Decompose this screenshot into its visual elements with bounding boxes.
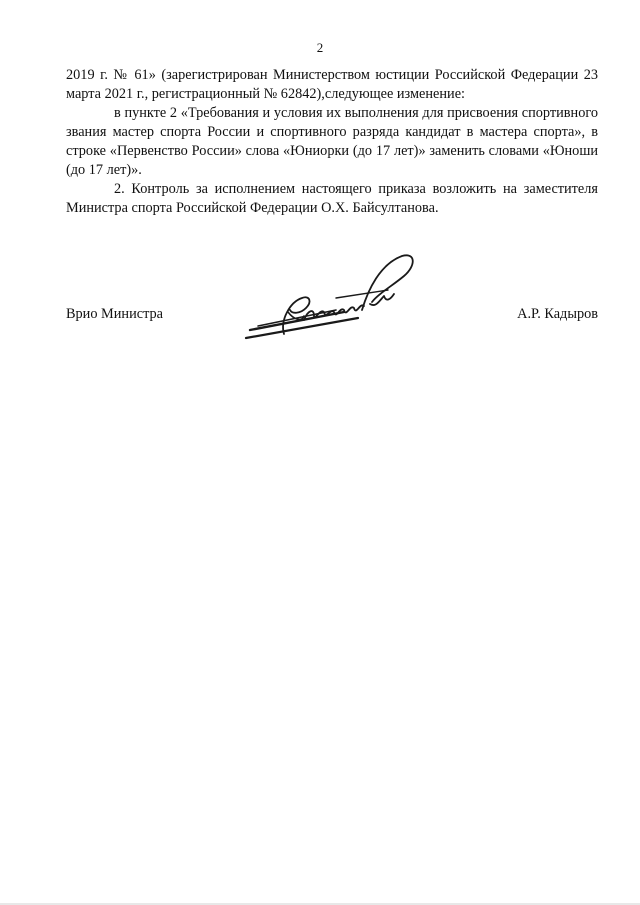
page-number: 2 — [316, 40, 324, 55]
signer-name: А.Р. Кадыров — [517, 306, 598, 322]
paragraph-amendment-reference: 2019 г. № 61» (зарегистрирован Министерством юстиции Российской Федерации 23 марта 2021 г., регистрационный № 62842),следующее изменение: — [66, 67, 598, 102]
signer-title: Врио Министра — [66, 306, 163, 322]
paragraph-amendment-text: в пункте 2 «Требования и условия их выполнения для присвоения спортивного звания мастер спорта России и спортивного разряда кандидат в мастера спорта», в строке «Первенство России» слова «Юниорки (до 17 лет)» заменить словами «Юноши (до 17 лет)». — [66, 105, 598, 178]
paragraph-control-clause: 2. Контроль за исполнением настоящего приказа возложить на заместителя Министра спорта Российской Федерации О.Х. Байсултанова. — [66, 181, 598, 216]
handwritten-signature — [240, 250, 415, 345]
document-body — [66, 66, 598, 218]
